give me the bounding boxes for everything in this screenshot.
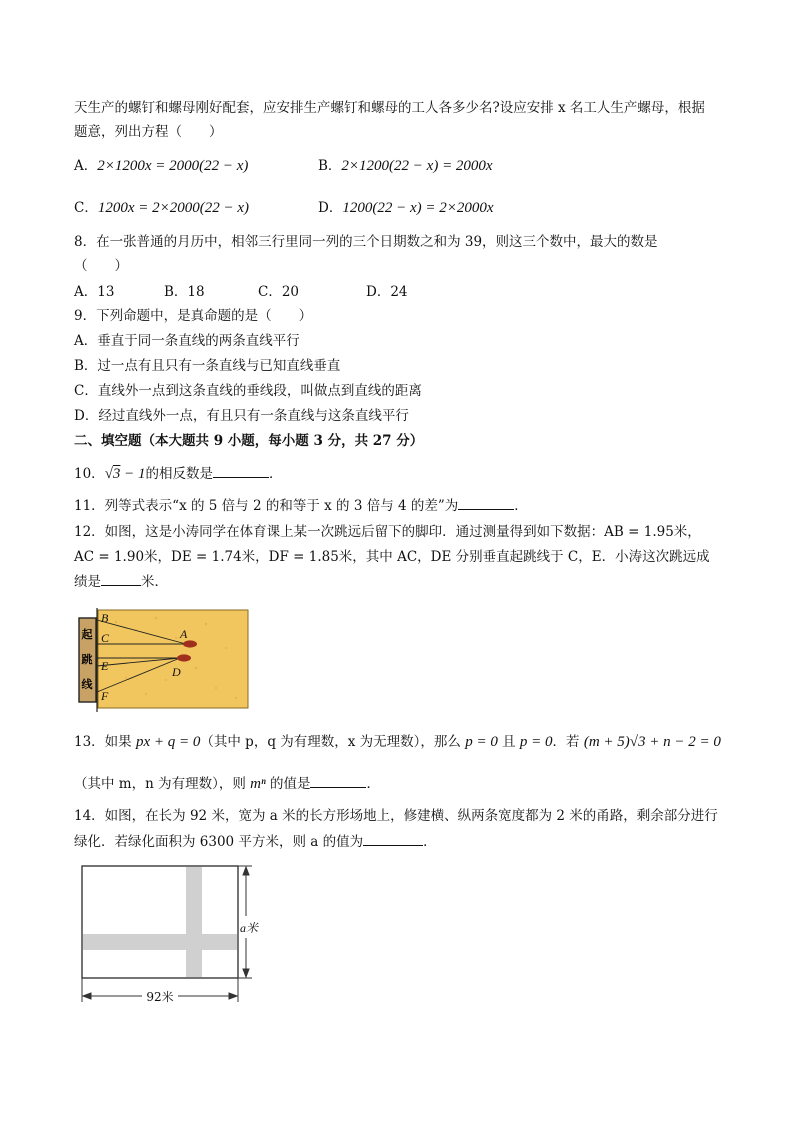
long-jump-figure [76, 608, 254, 712]
height-label: a米 [240, 921, 259, 935]
q7-option-a: A．2×1200x = 2000(22 − x) [74, 158, 249, 174]
footprint-a [183, 640, 197, 647]
q13-answer-blank[interactable] [310, 774, 366, 788]
q12-line2: AC = 1.90米，DE = 1.74米，DF = 1.85米，其中 AC，DE 分别垂直起跳线于 C，E．小涛这次跳远成 [74, 549, 710, 565]
q10: 10．√3 − 1的相反数是 ． [74, 466, 283, 482]
label-b: B [101, 611, 109, 625]
q8-option-c: C．20 [258, 284, 300, 300]
width-label: 92米 [146, 990, 174, 1004]
q8-option-b: B．18 [164, 284, 205, 300]
board-char-2: 跳 [81, 653, 93, 666]
q9-option-c: C．直线外一点到这条直线的垂线段，叫做点到直线的距离 [74, 383, 422, 399]
q8-stem-line1: 8．在一张普通的月历中，相邻三行里同一列的三个日期数之和为 39，则这三个数中，最大的数是 [74, 234, 658, 250]
q8-stem-line2: （ ） [74, 258, 128, 274]
q12-line1: 12．如图，这是小涛同学在体育课上某一次跳远后留下的脚印．通过测量得到如下数据：AB = 1.95米， [74, 524, 701, 540]
footprint-d [177, 654, 191, 661]
label-c: C [101, 631, 110, 645]
q7-stem-line1: 天生产的螺钉和螺母刚好配套，应安排生产螺钉和螺母的工人各多少名?设应安排 x 名工人生产螺母，根据 [74, 100, 705, 116]
q11: 11．列等式表示“x 的 5 倍与 2 的和等于 x 的 3 倍与 4 的差”为 ． [74, 498, 528, 514]
q14-answer-blank[interactable] [363, 832, 423, 846]
q10-answer-blank[interactable] [213, 464, 269, 478]
q13-line1: 13．如果 px + q = 0（其中 p，q 为有理数，x 为无理数），那么 p = 0 且 p = 0．若 (m + 5)√3 + n − 2 = 0 [74, 734, 721, 750]
label-a: A [180, 627, 188, 641]
q8-option-d: D．24 [366, 284, 408, 300]
field-figure [76, 862, 276, 1010]
q13-line2: （其中 m，n 为有理数），则 mⁿ 的值是 ． [74, 776, 380, 792]
q12-answer-blank[interactable] [101, 572, 141, 586]
board-char-3: 线 [81, 678, 93, 691]
q14-line1: 14．如图，在长为 92 米，宽为 a 米的长方形场地上，修建横、纵两条宽度都为 2 米的甬路，剩余部分进行 [74, 808, 718, 824]
q9-option-a: A．垂直于同一条直线的两条直线平行 [74, 333, 300, 349]
horizontal-road [82, 934, 238, 950]
q14-line2: 绿化．若绿化面积为 6300 平方米，则 a 的值为 ． [74, 834, 437, 850]
label-e: E [101, 659, 109, 673]
q9-option-d: D．经过直线外一点，有且只有一条直线与这条直线平行 [74, 408, 409, 424]
label-f: F [101, 689, 109, 703]
q7-option-c: C．1200x = 2×2000(22 − x) [74, 200, 250, 216]
q11-answer-blank[interactable] [458, 496, 514, 510]
board-char-1: 起 [81, 628, 93, 641]
vertical-road [186, 866, 202, 978]
section-2-title: 二、填空题（本大题共 9 小题，每小题 3 分，共 27 分） [74, 433, 424, 449]
q7-stem-line2: 题意，列出方程（ ） [74, 124, 223, 140]
q8-option-a: A．13 [74, 284, 115, 300]
q12-line3: 绩是 米． [74, 574, 168, 590]
q9-stem: 9．下列命题中，是真命题的是（ ） [74, 308, 313, 324]
q7-option-d: D．1200(22 − x) = 2×2000x [318, 200, 494, 216]
q7-option-b: B．2×1200(22 − x) = 2000x [318, 158, 493, 174]
label-d: D [172, 665, 181, 679]
sqrt-expression: √3 − 1 [104, 466, 146, 482]
q9-option-b: B．过一点有且只有一条直线与已知直线垂直 [74, 358, 341, 374]
field-rectangle [82, 866, 238, 978]
